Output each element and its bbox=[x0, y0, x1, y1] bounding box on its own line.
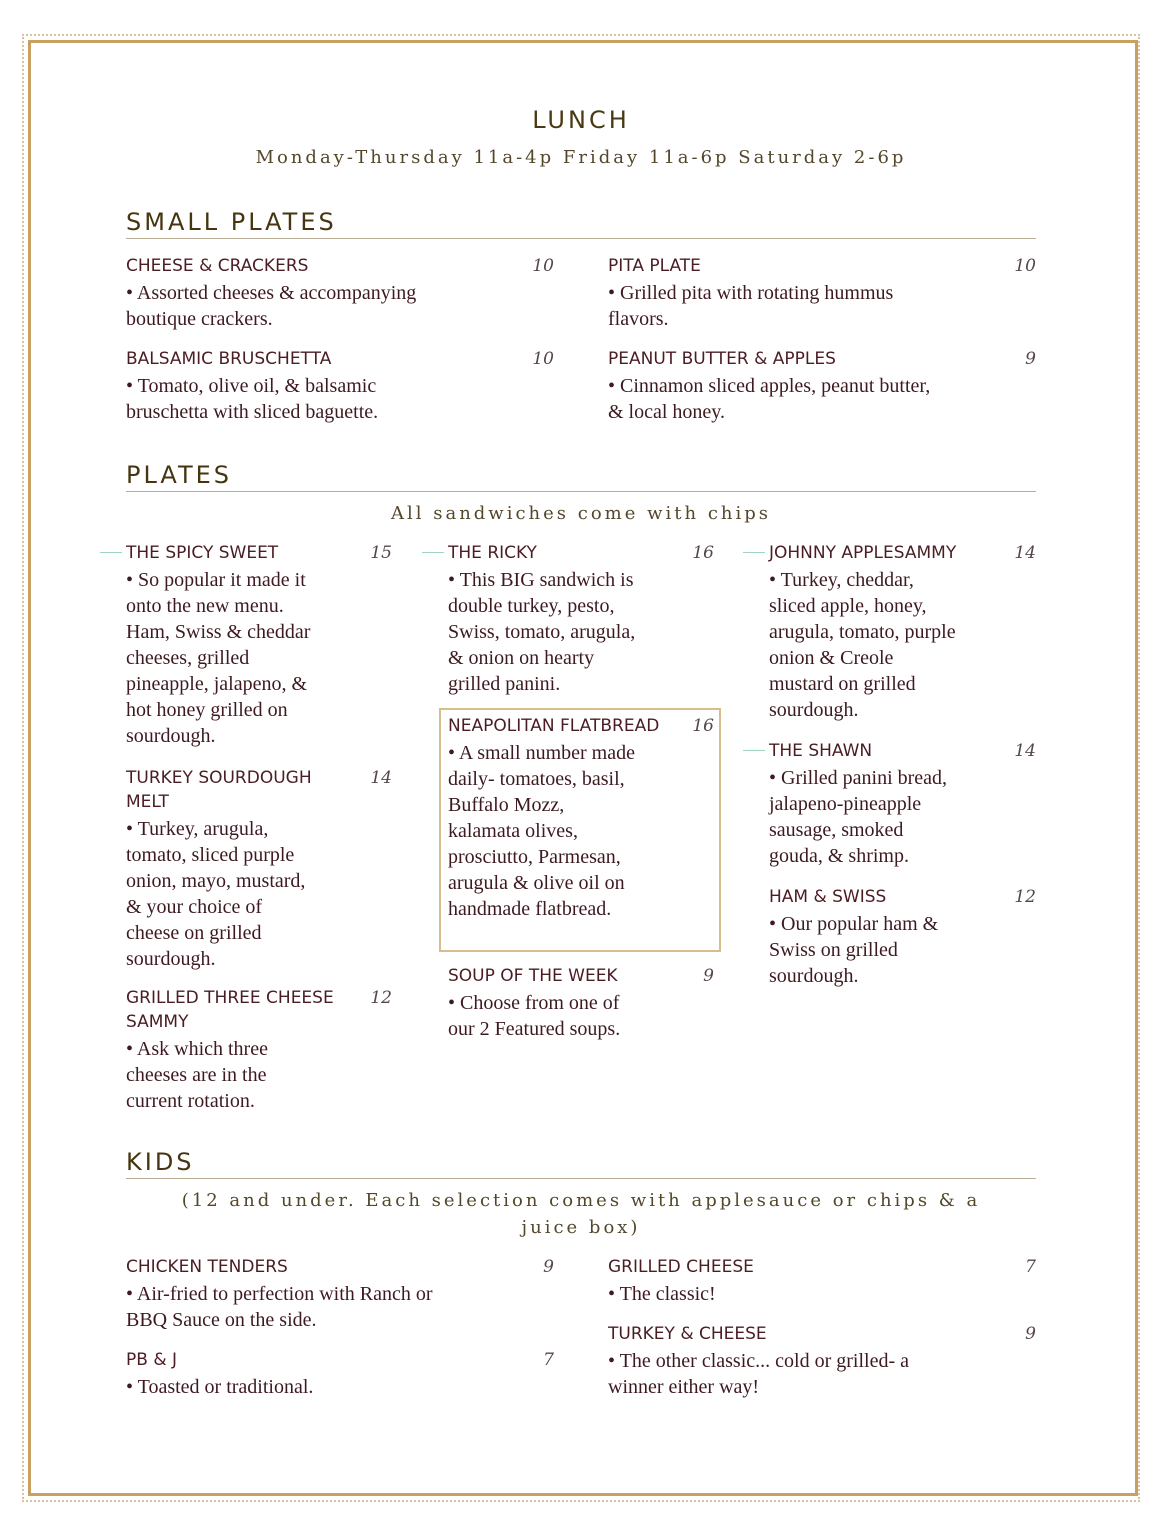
item-description: • A small number made daily- tomatoes, basil, Buffalo Mozz, kalamata olives, prosciutto, Parmesan, arugula & olive oil on handmade flatbread. bbox=[448, 742, 635, 920]
menu-item-grilled-three-cheese bbox=[126, 986, 392, 1114]
item-price: 15 bbox=[370, 543, 392, 563]
menu-item-peanut-butter-apples bbox=[608, 347, 1036, 425]
item-name: TURKEY SOURDOUGH MELT bbox=[126, 768, 312, 812]
item-price: 9 bbox=[1025, 349, 1036, 369]
section-heading-kids: KIDS bbox=[126, 1148, 1036, 1179]
item-price: 9 bbox=[703, 966, 714, 986]
menu-item-balsamic-bruschetta bbox=[126, 347, 554, 425]
item-name: THE SHAWN bbox=[769, 741, 873, 761]
menu-item-the-shawn bbox=[769, 739, 1036, 869]
accent-dash bbox=[100, 552, 122, 553]
item-name: PB & J bbox=[126, 1350, 177, 1370]
plates-note: All sandwiches come with chips bbox=[390, 503, 772, 524]
item-name: TURKEY & CHEESE bbox=[608, 1324, 767, 1344]
item-price: 10 bbox=[532, 256, 554, 276]
item-price: 14 bbox=[1014, 741, 1036, 761]
item-price: 10 bbox=[1014, 256, 1036, 276]
item-price: 16 bbox=[692, 716, 714, 736]
item-name: CHEESE & CRACKERS bbox=[126, 256, 309, 276]
accent-dash bbox=[422, 552, 444, 553]
item-name: THE RICKY bbox=[448, 543, 537, 563]
item-price: 16 bbox=[692, 543, 714, 563]
item-name: THE SPICY SWEET bbox=[126, 543, 279, 563]
menu-item-pb-j bbox=[126, 1348, 554, 1400]
item-price: 12 bbox=[1014, 887, 1036, 907]
item-price: 9 bbox=[1025, 1324, 1036, 1344]
item-description: • Tomato, olive oil, & balsamic bruschetta with sliced baguette. bbox=[126, 375, 379, 423]
item-price: 9 bbox=[543, 1257, 554, 1277]
item-name: PEANUT BUTTER & APPLES bbox=[608, 349, 836, 369]
item-price: 12 bbox=[370, 988, 392, 1008]
menu-item-johnny-applesammy bbox=[769, 541, 1036, 723]
item-name: GRILLED CHEESE bbox=[608, 1257, 754, 1277]
item-name: PITA PLATE bbox=[608, 256, 701, 276]
section-heading-small-plates: SMALL PLATES bbox=[126, 208, 1036, 239]
item-name: HAM & SWISS bbox=[769, 887, 887, 907]
item-description: • Grilled panini bread, jalapeno-pineapple sausage, smoked gouda, & shrimp. bbox=[769, 767, 948, 867]
item-name: NEAPOLITAN FLATBREAD bbox=[448, 716, 660, 736]
item-price: 7 bbox=[543, 1350, 554, 1370]
accent-dash bbox=[743, 552, 765, 553]
item-name: JOHNNY APPLESAMMY bbox=[769, 543, 957, 563]
item-description: • Cinnamon sliced apples, peanut butter, & local honey. bbox=[608, 375, 931, 423]
menu-hours: Monday-Thursday 11a-4p Friday 11a-6p Saturday 2-6p bbox=[255, 147, 907, 168]
item-description: • Air-fried to perfection with Ranch or BBQ Sauce on the side. bbox=[126, 1283, 433, 1331]
item-description: • Choose from one of our 2 Featured soups. bbox=[448, 992, 621, 1040]
section-heading-plates: PLATES bbox=[126, 461, 1036, 492]
item-name: SOUP OF THE WEEK bbox=[448, 966, 618, 986]
item-description: • Turkey, arugula, tomato, sliced purple onion, mayo, mustard, & your choice of cheese on grilled sourdough. bbox=[126, 818, 306, 970]
item-description: • Assorted cheeses & accompanying boutique crackers. bbox=[126, 282, 417, 330]
item-price: 7 bbox=[1025, 1257, 1036, 1277]
menu-item-soup-of-the-week bbox=[448, 964, 714, 1042]
item-name: CHICKEN TENDERS bbox=[126, 1257, 288, 1277]
menu-item-pita-plate bbox=[608, 254, 1036, 332]
menu-item-turkey-cheese bbox=[608, 1322, 1036, 1400]
menu-title: LUNCH bbox=[532, 106, 630, 134]
menu-item-grilled-cheese bbox=[608, 1255, 1036, 1307]
item-name: BALSAMIC BRUSCHETTA bbox=[126, 349, 332, 369]
accent-dash bbox=[743, 750, 765, 751]
item-price: 14 bbox=[1014, 543, 1036, 563]
item-description: • Our popular ham & Swiss on grilled sourdough. bbox=[769, 913, 939, 987]
item-name: GRILLED THREE CHEESE SAMMY bbox=[126, 988, 334, 1032]
menu-item-the-spicy-sweet bbox=[126, 541, 392, 749]
item-description: • Ask which three cheeses are in the current rotation. bbox=[126, 1038, 268, 1112]
menu-item-the-ricky bbox=[448, 541, 714, 697]
item-description: • The classic! bbox=[608, 1283, 716, 1305]
item-description: • The other classic... cold or grilled- a winner either way! bbox=[608, 1350, 909, 1398]
menu-item-turkey-sourdough-melt bbox=[126, 766, 392, 972]
item-description: • This BIG sandwich is double turkey, pesto, Swiss, tomato, arugula, & onion on hearty grilled panini. bbox=[448, 569, 636, 695]
item-price: 10 bbox=[532, 349, 554, 369]
item-price: 14 bbox=[370, 768, 392, 788]
item-description: • Grilled pita with rotating hummus flavors. bbox=[608, 282, 894, 330]
item-description: • Turkey, cheddar, sliced apple, honey, arugula, tomato, purple onion & Creole mustard on grilled sourdough. bbox=[769, 569, 956, 721]
kids-note: (12 and under. Each selection comes with applesauce or chips & a juice box) bbox=[181, 1190, 981, 1238]
item-description: • Toasted or traditional. bbox=[126, 1376, 314, 1398]
menu-item-cheese-crackers bbox=[126, 254, 554, 332]
item-description: • So popular it made it onto the new menu. Ham, Swiss & cheddar cheeses, grilled pineapple, jalapeno, & hot honey grilled on sourdough. bbox=[126, 569, 311, 747]
menu-item-chicken-tenders bbox=[126, 1255, 554, 1333]
menu-item-ham-swiss bbox=[769, 885, 1036, 989]
featured-item-box bbox=[439, 708, 721, 952]
